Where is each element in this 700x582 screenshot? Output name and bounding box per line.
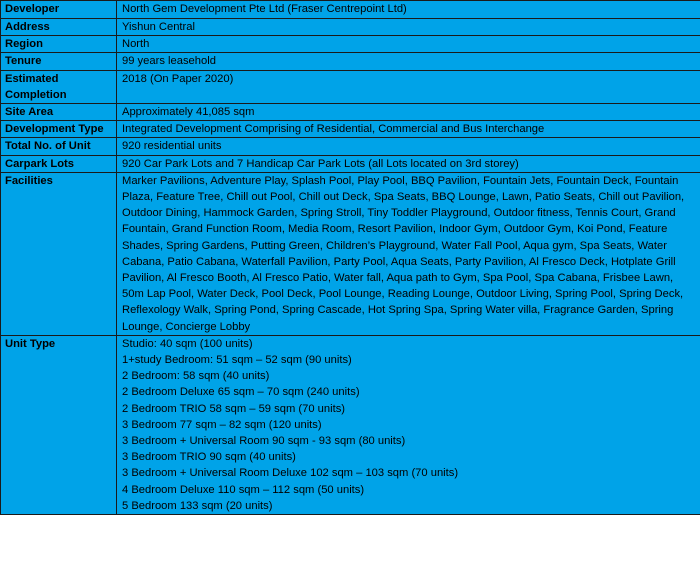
label-tenure: Tenure [1, 53, 117, 70]
label-development-type: Development Type [1, 121, 117, 138]
unit-type-item: 2 Bedroom: 58 sqm (40 units) [122, 370, 270, 383]
unit-type-item: 1+study Bedroom: 51 sqm – 52 sqm (90 units) [122, 354, 352, 367]
row-facilities [1, 172, 700, 335]
unit-type-item: 2 Bedroom Deluxe 65 sqm – 70 sqm (240 units) [122, 386, 360, 399]
label-carpark-lots: Carpark Lots [1, 155, 117, 172]
unit-type-item: 2 Bedroom TRIO 58 sqm – 59 sqm (70 units) [122, 402, 346, 415]
value-unit-type-list [117, 335, 700, 514]
unit-type-item: 4 Bedroom Deluxe 110 sqm – 112 sqm (50 units) [122, 483, 365, 496]
label-total-units: Total No. of Unit [1, 138, 117, 155]
value-address: Yishun Central [117, 19, 700, 36]
value-carpark-lots: 920 Car Park Lots and 7 Handicap Car Park Lots (all Lots located on 3rd storey) [117, 155, 700, 172]
row-development-type [1, 121, 700, 138]
unit-type-item: 3 Bedroom 77 sqm – 82 sqm (120 units) [122, 418, 322, 431]
row-address [1, 19, 700, 36]
label-site-area: Site Area [1, 104, 117, 121]
row-developer [1, 1, 700, 19]
label-address: Address [1, 19, 117, 36]
label-unit-type: Unit Type [1, 335, 117, 514]
unit-type-item: 3 Bedroom + Universal Room Deluxe 102 sqm – 103 sqm (70 units) [122, 467, 459, 480]
label-estimated-completion: Estimated Completion [1, 70, 117, 103]
value-development-type: Integrated Development Comprising of Residential, Commercial and Bus Interchange [117, 121, 700, 138]
value-total-units: 920 residential units [117, 138, 700, 155]
row-site-area [1, 104, 700, 121]
row-region [1, 36, 700, 53]
value-estimated-completion: 2018 (On Paper 2020) [117, 70, 700, 103]
row-unit-type [1, 335, 700, 514]
unit-type-item: Studio: 40 sqm (100 units) [122, 337, 253, 350]
value-tenure: 99 years leasehold [117, 53, 700, 70]
value-site-area: Approximately 41,085 sqm [117, 104, 700, 121]
label-facilities: Facilities [1, 172, 117, 335]
row-estimated-completion [1, 70, 700, 103]
row-total-units [1, 138, 700, 155]
row-tenure [1, 53, 700, 70]
value-developer: North Gem Development Pte Ltd (Fraser Centrepoint Ltd) [117, 1, 700, 19]
unit-type-item: 3 Bedroom TRIO 90 sqm (40 units) [122, 451, 296, 464]
value-facilities: Marker Pavilions, Adventure Play, Splash Pool, Play Pool, BBQ Pavilion, Fountain Jets, Fountain Deck, Fountain Plaza, Feature Tree, Chill out Pool, Chill out Deck, Spa Seats, BBQ Lounge, Lawn, Patio Seats, Chill out Pavilion, Outdoor Dining, Hammock Garden, Spring Stroll, Tiny Toddler Playground, Outdoor fitness, Tennis Court, Grand Fountain, Grand Function Room, Media Room, Resort Pavilion, Indoor Gym, Outdoor Gym, Koi Pond, Feature Shades, Spring Gardens, Putting Green, Children’s Playground, Water Fall Pool, Aqua gym, Spa Seats, Water Cabana, Patio Cabana, Waterfall Pavilion, Party Pool, Aqua Seats, Party Pavilion, Al Fresco Deck, Hotplate Grill Pavilion, Al Fresco Booth, Al Fresco Patio, Water fall, Aqua path to Gym, Spa Pool, Spa Cabana, Frisbee Lawn, 50m Lap Pool, Water Deck, Pool Deck, Pool Lounge, Reading Lounge, Outdoor Living, Spring Pool, Spring Deck, Reflexology Walk, Spring Pond, Spring Cascade, Hot Spring Spa, Spring Water villa, Fragrance Garden, Spring Lounge, Concierge Lobby [117, 172, 700, 335]
label-developer: Developer [1, 1, 117, 19]
row-carpark-lots [1, 155, 700, 172]
value-region: North [117, 36, 700, 53]
unit-type-item: 3 Bedroom + Universal Room 90 sqm - 93 sqm (80 units) [122, 435, 406, 448]
unit-type-item: 5 Bedroom 133 sqm (20 units) [122, 499, 273, 512]
label-region: Region [1, 36, 117, 53]
